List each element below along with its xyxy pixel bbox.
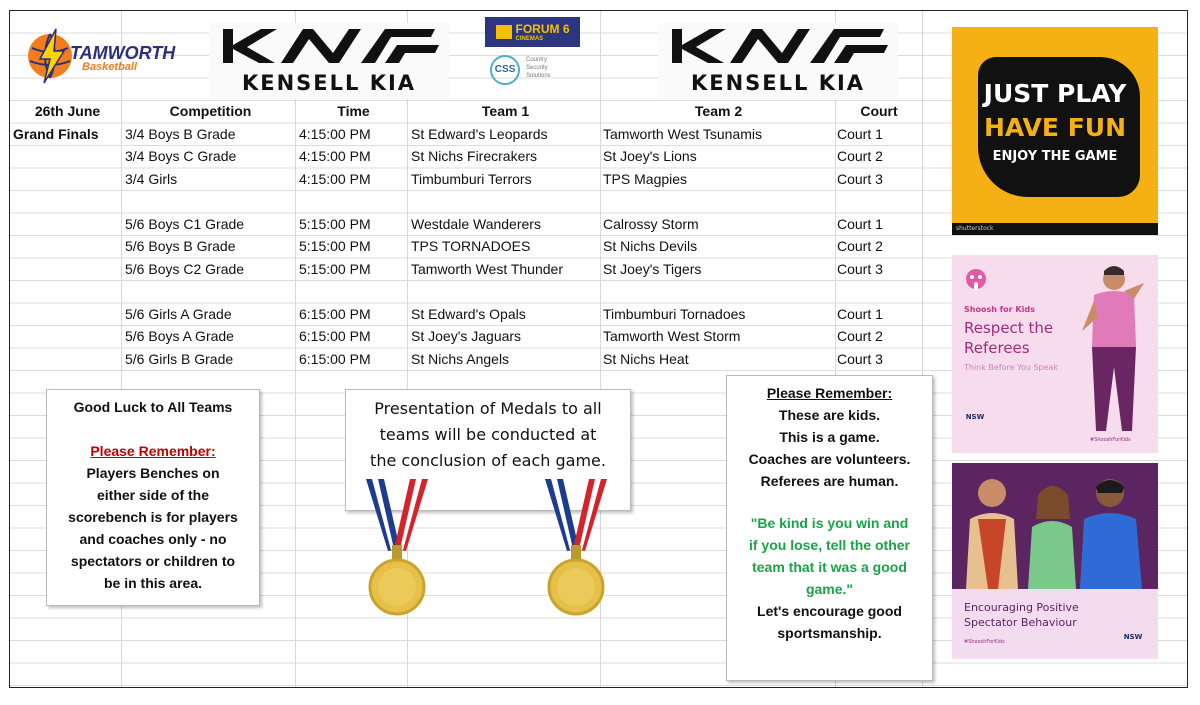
- kia-logo-left: [209, 23, 449, 99]
- time-cell: 4:15:00 PM: [299, 148, 371, 165]
- team1-cell: St Nichs Angels: [411, 350, 510, 367]
- css-line3: Solutions: [526, 73, 551, 79]
- team1-cell: St Edward's Leopards: [411, 125, 548, 142]
- time-cell: 6:15:00 PM: [299, 328, 371, 345]
- time-cell: 5:15:00 PM: [299, 215, 371, 232]
- spectators-icon: [952, 463, 1158, 589]
- team2-cell: [600, 190, 834, 213]
- header-date: 26th June: [34, 103, 101, 120]
- gold-medal-icon: [362, 479, 432, 619]
- table-row: [10, 348, 921, 371]
- poster-respect: Respect the: [964, 319, 1054, 337]
- court-cell: Court 3: [837, 170, 883, 187]
- bench-line-6: be in this area.: [103, 575, 203, 591]
- team1-cell: TPS TORNADOES: [411, 238, 531, 255]
- competition-cell: 5/6 Girls A Grade: [125, 305, 232, 322]
- header-time: Time: [337, 103, 370, 120]
- quote-line-3: team that it was a good: [752, 559, 907, 575]
- closing-line-2: sportsmanship.: [777, 625, 882, 641]
- team2-cell: TPS Magpies: [603, 170, 688, 187]
- competition-cell: 3/4 Boys B Grade: [125, 125, 236, 142]
- row-label: [10, 235, 122, 258]
- please-remember-label: Please Remember:: [90, 443, 216, 459]
- bench-line-1: Players Benches on: [86, 465, 220, 481]
- court-cell: Court 3: [837, 260, 883, 277]
- header-team2: Team 2: [694, 103, 743, 120]
- competition-cell: 5/6 Boys C1 Grade: [125, 215, 245, 232]
- css-circle: CSS: [490, 55, 520, 85]
- team2-cell: Calrossy Storm: [603, 215, 699, 232]
- kia-icon: [209, 23, 449, 73]
- time-cell: [296, 190, 408, 213]
- row-label: Grand Finals: [13, 125, 99, 142]
- team1-cell: St Edward's Opals: [411, 305, 526, 322]
- referee-person-icon: [1074, 261, 1154, 437]
- table-row: [10, 168, 921, 191]
- time-cell: [296, 280, 408, 303]
- just-play-poster: [952, 27, 1158, 235]
- tamworth-text: TAMWORTH: [70, 43, 176, 63]
- table-header-row: [10, 100, 921, 123]
- please-remember-box: [726, 375, 933, 681]
- css-line2: Security: [526, 65, 548, 71]
- row-label: [10, 258, 122, 281]
- nsw-logo-3: NSW: [1123, 633, 1143, 641]
- quote-line-4: game.": [805, 581, 854, 597]
- competition-cell: [122, 280, 296, 303]
- team2-cell: Tamworth West Storm: [603, 328, 741, 345]
- remember-title: Please Remember:: [766, 385, 893, 401]
- row-label: [10, 348, 122, 371]
- team2-cell: St Joey's Lions: [603, 148, 697, 165]
- poster-have-fun: HAVE FUN: [983, 113, 1126, 142]
- basketball-text: Basketball: [82, 61, 138, 73]
- forum-name: FORUM 6: [515, 22, 570, 36]
- remember-line-2: This is a game.: [779, 429, 880, 445]
- court-cell: [834, 280, 921, 303]
- time-cell: 4:15:00 PM: [299, 170, 371, 187]
- remember-line-3: Coaches are volunteers.: [748, 451, 911, 467]
- poster-referees: Referees: [964, 339, 1030, 357]
- team2-cell: St Joey's Tigers: [603, 260, 702, 277]
- table-row: [10, 303, 921, 326]
- header-team1: Team 1: [481, 103, 530, 120]
- poster-think: Think Before You Speak: [964, 363, 1059, 372]
- table-row: [10, 325, 921, 348]
- row-label: [10, 325, 122, 348]
- team1-cell: [408, 280, 600, 303]
- forum-sub: CINEMAS: [515, 36, 544, 42]
- team1-cell: [408, 190, 600, 213]
- header-court: Court: [860, 103, 898, 120]
- respect-referees-poster: [952, 255, 1158, 453]
- table-row: [10, 145, 921, 168]
- poster-hashtag-3: #ShooshForKids: [964, 639, 1005, 645]
- poster-hashtag: #ShooshForKids: [1090, 437, 1131, 443]
- table-row: [10, 123, 921, 146]
- court-cell: Court 3: [837, 350, 883, 367]
- schedule-table: [10, 100, 921, 370]
- team2-cell: St Nichs Heat: [603, 350, 689, 367]
- team1-cell: St Nichs Firecrakers: [411, 148, 538, 165]
- court-cell: Court 1: [837, 215, 883, 232]
- quote-line-2: if you lose, tell the other: [748, 537, 911, 553]
- cinema-building-icon: [496, 25, 512, 39]
- team2-cell: [600, 280, 834, 303]
- css-line1: Country: [526, 57, 548, 63]
- kia-logo-right: [658, 23, 898, 99]
- table-row: [10, 235, 921, 258]
- good-luck-title: Good Luck to All Teams: [73, 399, 233, 415]
- court-cell: Court 1: [837, 125, 883, 142]
- forum6-cinemas-logo: [485, 17, 580, 47]
- nsw-logo: NSW: [965, 413, 985, 421]
- spectator-behaviour-poster: [952, 463, 1158, 659]
- team2-cell: Tamworth West Tsunamis: [603, 125, 762, 142]
- header-competition: Competition: [169, 103, 252, 120]
- court-cell: Court 2: [837, 328, 883, 345]
- poster-enjoy-game: ENJOY THE GAME: [992, 149, 1118, 164]
- competition-cell: 5/6 Boys B Grade: [125, 238, 236, 255]
- row-label: [10, 213, 122, 236]
- team1-cell: Westdale Wanderers: [411, 215, 541, 232]
- row-label: [10, 190, 122, 213]
- competition-cell: 3/4 Boys C Grade: [125, 148, 237, 165]
- court-cell: Court 2: [837, 148, 883, 165]
- team2-cell: Timbumburi Tornadoes: [603, 305, 746, 322]
- medal-line-2: teams will be conducted at: [379, 425, 597, 444]
- country-security-logo: [490, 53, 580, 87]
- medal-line-1: Presentation of Medals to all: [374, 399, 602, 418]
- court-cell: [834, 190, 921, 213]
- competition-cell: 3/4 Girls: [125, 170, 178, 187]
- bench-line-5: spectators or children to: [70, 553, 236, 569]
- poster-encouraging: Encouraging Positive: [964, 601, 1079, 614]
- table-row: [10, 258, 921, 281]
- gold-medal-icon: [541, 479, 611, 619]
- remember-line-1: These are kids.: [778, 407, 881, 423]
- medal-line-3: the conclusion of each game.: [370, 451, 606, 470]
- shoosh-tag: Shoosh for Kids: [964, 305, 1035, 314]
- spreadsheet-frame: [9, 10, 1188, 688]
- table-row: [10, 213, 921, 236]
- competition-cell: 5/6 Boys C2 Grade: [125, 260, 245, 277]
- team1-cell: Tamworth West Thunder: [411, 260, 563, 277]
- table-row: [10, 280, 921, 303]
- team2-cell: St Nichs Devils: [603, 238, 698, 255]
- closing-line-1: Let's encourage good: [757, 603, 902, 619]
- remember-line-4: Referees are human.: [760, 473, 899, 489]
- row-label: [10, 168, 122, 191]
- poster-just-play: JUST PLAY: [983, 79, 1127, 108]
- team1-cell: Timbumburi Terrors: [411, 170, 532, 187]
- kensell-kia-left: KENSELL KIA: [241, 71, 417, 95]
- bench-line-3: scorebench is for players: [68, 509, 238, 525]
- team1-cell: St Joey's Jaguars: [411, 328, 522, 345]
- kensell-kia-right: KENSELL KIA: [690, 71, 866, 95]
- shoosh-face-icon: [964, 267, 988, 295]
- bench-line-2: either side of the: [96, 487, 210, 503]
- time-cell: 4:15:00 PM: [299, 125, 371, 142]
- competition-cell: 5/6 Girls B Grade: [125, 350, 234, 367]
- court-cell: Court 1: [837, 305, 883, 322]
- good-luck-box: [46, 389, 260, 606]
- time-cell: 6:15:00 PM: [299, 350, 371, 367]
- poster-spectator: Spectator Behaviour: [964, 616, 1077, 629]
- kia-icon: [658, 23, 898, 73]
- table-row: [10, 190, 921, 213]
- time-cell: 5:15:00 PM: [299, 238, 371, 255]
- row-label: [10, 303, 122, 326]
- quote-line-1: "Be kind is you win and: [750, 515, 909, 531]
- row-label: [10, 280, 122, 303]
- bench-line-4: and coaches only - no: [79, 531, 227, 547]
- tamworth-basketball-logo: [26, 23, 176, 87]
- time-cell: 6:15:00 PM: [299, 305, 371, 322]
- row-label: [10, 145, 122, 168]
- competition-cell: 5/6 Boys A Grade: [125, 328, 234, 345]
- competition-cell: [122, 190, 296, 213]
- poster-credit: shutterstock: [952, 223, 1158, 235]
- court-cell: Court 2: [837, 238, 883, 255]
- time-cell: 5:15:00 PM: [299, 260, 371, 277]
